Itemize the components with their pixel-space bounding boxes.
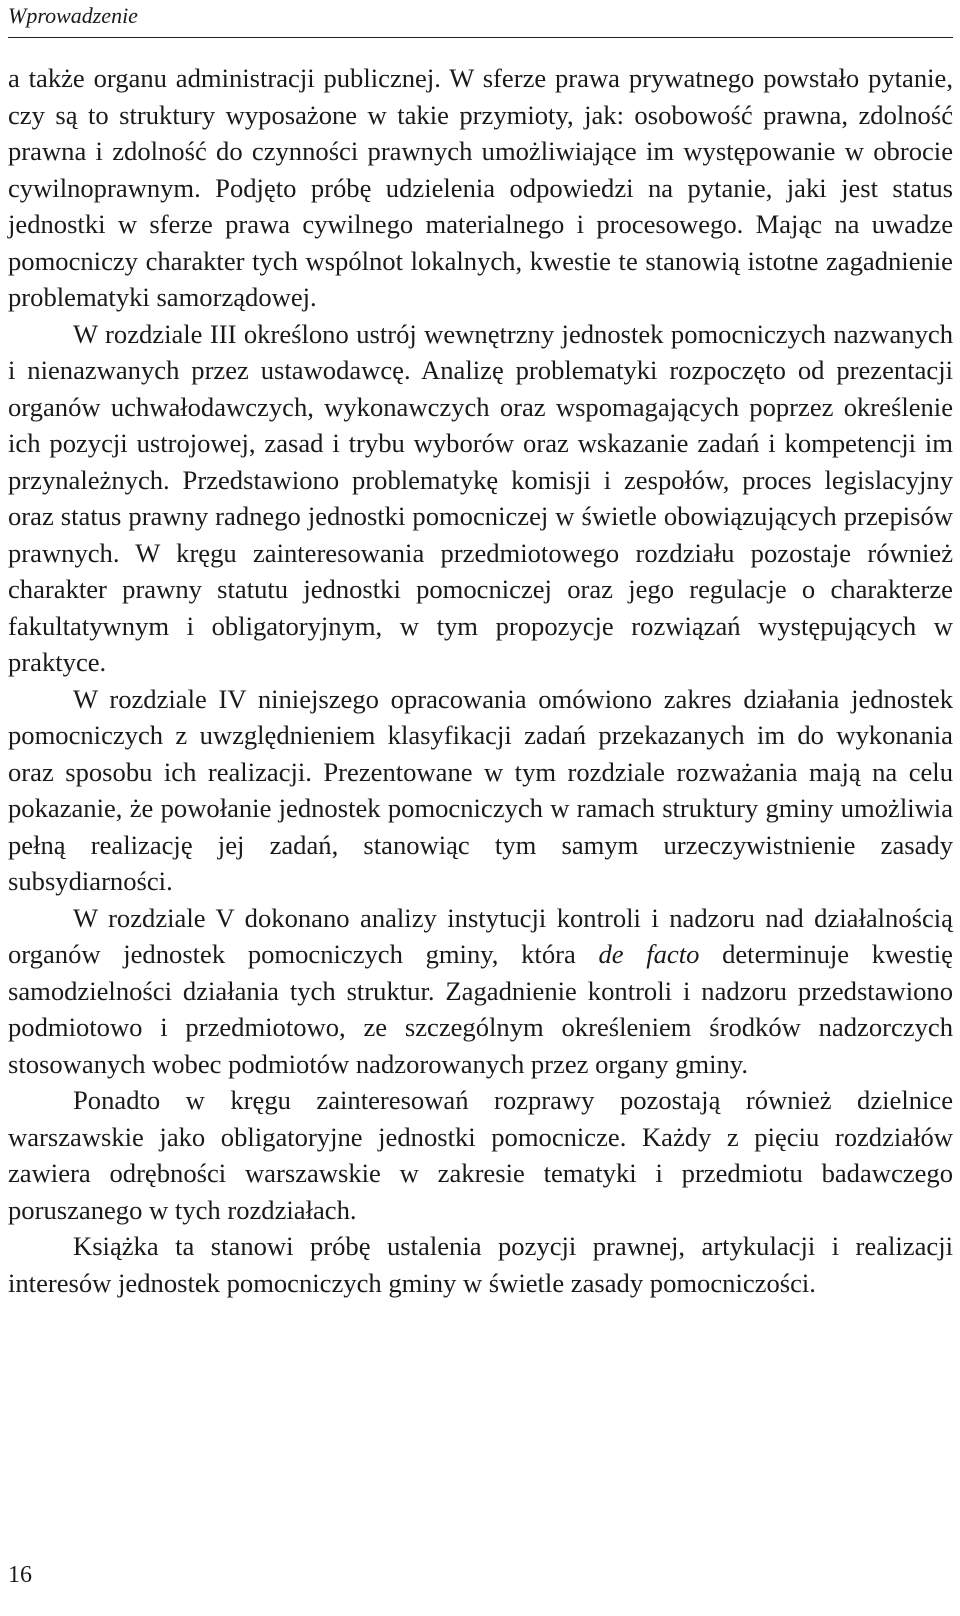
paragraph-4-text-before: W rozdziale V dokonano analizy instytucji kontroli i nadzoru nad działalnością organów jednostek pomocniczych gminy, która xyxy=(8,902,953,969)
header-divider xyxy=(8,37,953,38)
paragraph-6: Książka ta stanowi próbę ustalenia pozycji prawnej, artykulacji i realizacji interesów jednostek pomocniczych gminy w świetle zasady pomocniczości. xyxy=(8,1231,953,1298)
paragraph-4-text-after: determinuje kwestię samodzielności działania tych struktur. Zagadnienie kontroli i nadzoru przedstawiono podmiotowo i przedmiotowo, ze szczególnym określeniem środków nadzorczych stosowanych wobec podmiotów nadzorowanych przez organy gminy. xyxy=(8,939,953,1079)
page-number: 16 xyxy=(8,1562,32,1588)
paragraph-3: W rozdziale IV niniejszego opracowania omówiono zakres działania jednostek pomocniczych z uwzględnieniem klasyfikacji zadań przekazanych im do wykonania oraz sposobu ich realizacji. Prezentowane w tym rozdziale rozważania mają na celu pokazanie, że powołanie jednostek pomocniczych w ramach struktury gminy umożliwia pełną realizację jej zadań, stanowiąc tym samym urzeczywistnienie zasady subsydiarności. xyxy=(8,683,953,896)
running-header-title: Wprowadzenie xyxy=(8,3,138,28)
paragraph-2: W rozdziale III określono ustrój wewnętrzny jednostek pomocniczych nazwanych i nienazwanych przez ustawodawcę. Analizę problematyki rozpoczęto od prezentacji organów uchwałodawczych, wykonawczych oraz wspomagających poprzez określenie ich pozycji ustrojowej, zasad i trybu wyborów oraz wskazanie zadań i kompetencji im przynależnych. Przedstawiono problematykę komisji i zespołów, proces legislacyjny oraz status prawny radnego jednostki pomocniczej w świetle obowiązujących przepisów prawnych. W kręgu zainteresowania przedmiotowego rozdziału pozostaje również charakter prawny statutu jednostki pomocniczej oraz jego regulacje o charakterze fakultatywnym i obligatoryjnym, w tym propozycje rozwiązań występujących w praktyce. xyxy=(8,318,953,677)
paragraph-4-latin-phrase: de facto xyxy=(598,939,700,969)
body-text xyxy=(8,60,953,1301)
paragraph-1: a także organu administracji publicznej. W sferze prawa prywatnego powstało pytanie, czy są to struktury wyposażone w takie przymioty, jak: osobowość prawna, zdolność prawna i zdolność do czynności prawnych umożliwiające im występowanie w obrocie cywilnoprawnym. Podjęto próbę udzielenia odpowiedzi na pytanie, jaki jest status jednostki w sferze prawa cywilnego materialnego i procesowego. Mając na uwadze pomocniczy charakter tych wspólnot lokalnych, kwestie te stanowią istotne zagadnienie problematyki samorządowej. xyxy=(8,63,953,312)
running-header xyxy=(8,0,953,38)
paragraph-5: Ponadto w kręgu zainteresowań rozprawy pozostają również dzielnice warszawskie jako obligatoryjne jednostki pomocnicze. Każdy z pięciu rozdziałów zawiera odrębności warszawskie w zakresie tematyki i przedmiotu badawczego poruszanego w tych rozdziałach. xyxy=(8,1085,953,1225)
paragraph-4 xyxy=(8,900,953,1083)
